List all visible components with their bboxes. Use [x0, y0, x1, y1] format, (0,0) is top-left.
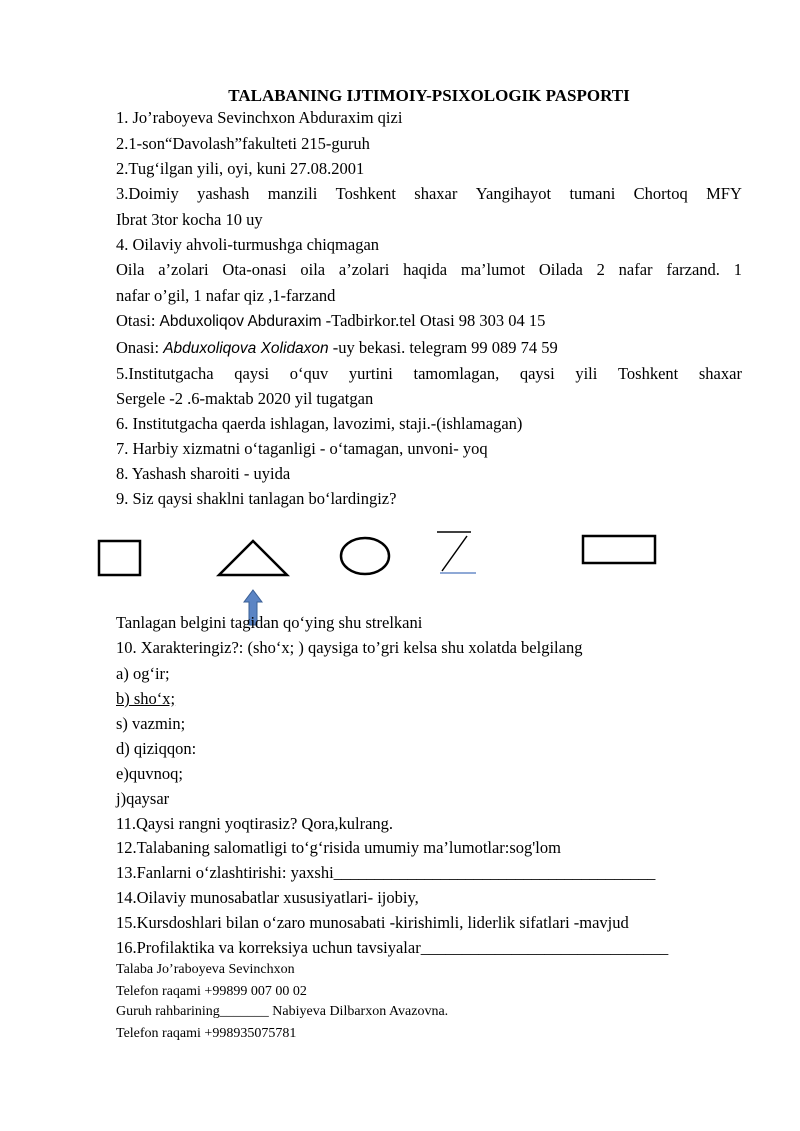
word: shaxar: [698, 364, 742, 383]
circle-icon: [341, 538, 389, 574]
word: yurtini: [348, 364, 393, 383]
color-preference-line: 11.Qaysi rangni yoqtirasiz? Qora,kulrang.: [116, 814, 394, 833]
word: 1: [733, 260, 742, 279]
word: tumani: [569, 184, 616, 203]
mother-name: Abduxoliqova Xolidaxon: [163, 340, 329, 357]
marital-status-line: 4. Oilaviy ahvoli-turmushga chiqmagan: [116, 235, 380, 254]
birthdate-line: 2.Tug‘ilgan yili, oyi, kuni 27.08.2001: [116, 159, 365, 178]
family-members-line-cont: nafar o’gil, 1 nafar qiz ,1-farzand: [116, 286, 336, 305]
option-b-selected: b) sho‘x;: [116, 689, 176, 708]
character-question-line: 10. Xarakteringiz?: (sho‘x; ) qaysiga to’gri kelsa shu xolatda belgilang: [116, 638, 583, 657]
supervisor-line: Guruh rahbarining_______ Nabiyeva Dilbarxon Avazovna.: [116, 1004, 449, 1019]
word: Chortoq: [633, 184, 688, 203]
address-line-cont: Ibrat 3tor kocha 10 uy: [116, 210, 263, 229]
student-signature-line: Talaba Jo’raboyeva Sevinchxon: [116, 962, 295, 977]
square-icon: [99, 541, 140, 575]
father-name: Abduxoliqov Abduraxim: [159, 313, 322, 330]
option-a: a) og‘ir;: [116, 664, 170, 683]
living-conditions-line: 8. Yashash sharoiti - uyida: [116, 464, 291, 483]
triangle-icon: [219, 541, 287, 575]
word: Oilada: [538, 260, 583, 279]
word: qaysi: [519, 364, 555, 383]
page-title: TALABANING IJTIMOIY-PSIXOLOGIK PASPORTI: [228, 86, 630, 105]
rectangle-icon: [583, 536, 655, 563]
word: Toshkent: [335, 184, 396, 203]
word: Ota-onasi: [222, 260, 287, 279]
recommendations-line: 16.Profilaktika va korreksiya uchun tavsiyalar______________________________: [116, 938, 669, 957]
word: haqida: [403, 260, 448, 279]
father-label: Otasi:: [116, 311, 160, 330]
word: a’zolari: [338, 260, 390, 279]
faculty-line: 2.1-son“Davolash”fakulteti 215-guruh: [116, 134, 370, 153]
shape-question-line: 9. Siz qaysi shaklni tanlagan bo‘lardingiz?: [116, 489, 397, 508]
option-j: j)qaysar: [116, 789, 170, 808]
word: Toshkent: [617, 364, 679, 383]
school-line-cont: Sergele -2 .6-maktab 2020 yil tugatgan: [116, 389, 374, 408]
word: 5.Institutgacha: [116, 364, 214, 383]
word: MFY: [706, 184, 742, 203]
option-e: e)quvnoq;: [116, 764, 183, 783]
word: yili: [575, 364, 598, 383]
arrow-instruction-line: Tanlagan belgini tagidan qo‘ying shu strelkani: [116, 613, 423, 632]
health-line: 12.Talabaning salomatligi to‘g‘risida umumiy ma’lumotlar:sog'lom: [116, 838, 561, 857]
military-line: 7. Harbiy xizmatni o‘taganligi - o‘tamagan, unvoni- yoq: [116, 439, 488, 458]
word: ma’lumot: [460, 260, 526, 279]
word: shaxar: [414, 184, 458, 203]
word: farzand.: [666, 260, 720, 279]
option-d: d) qiziqqon:: [116, 739, 197, 758]
mother-info: -uy bekasi. telegram 99 089 74 59: [328, 338, 558, 357]
option-s: s) vazmin;: [116, 714, 186, 733]
word: yashash: [197, 184, 250, 203]
word: nafar: [618, 260, 653, 279]
word: a’zolari: [158, 260, 209, 279]
supervisor-phone-line: Telefon raqami +998935075781: [116, 1026, 297, 1041]
family-relations-line: 14.Oilaviy munosabatlar xususiyatlari- ijobiy,: [116, 888, 419, 907]
word: manzili: [267, 184, 318, 203]
word: qaysi: [234, 364, 270, 383]
student-phone-line: Telefon raqami +99899 007 00 02: [116, 984, 307, 999]
word: 3.Doimiy: [116, 184, 179, 203]
word: Yangihayot: [475, 184, 552, 203]
word: 2: [596, 260, 605, 279]
word: Oila: [116, 260, 145, 279]
word: oila: [300, 260, 326, 279]
academic-line: 13.Fanlarni o‘zlashtirishi: yaxshi_______________________________________: [116, 863, 656, 882]
work-line: 6. Institutgacha qaerda ishlagan, lavozimi, staji.-(ishlamagan): [116, 414, 523, 433]
father-info: -Tadbirkor.tel Otasi 98 303 04 15: [321, 311, 546, 330]
word: tamomlagan,: [413, 364, 500, 383]
student-name-line: 1. Jo’raboyeva Sevinchxon Abduraxim qizi: [116, 108, 403, 127]
word: o‘quv: [289, 364, 329, 383]
zigzag-icon: [437, 532, 476, 573]
peer-relations-line: 15.Kursdoshlari bilan o‘zaro munosabati -kirishimli, liderlik sifatlari -mavjud: [116, 913, 629, 932]
mother-label: Onasi:: [116, 338, 164, 357]
